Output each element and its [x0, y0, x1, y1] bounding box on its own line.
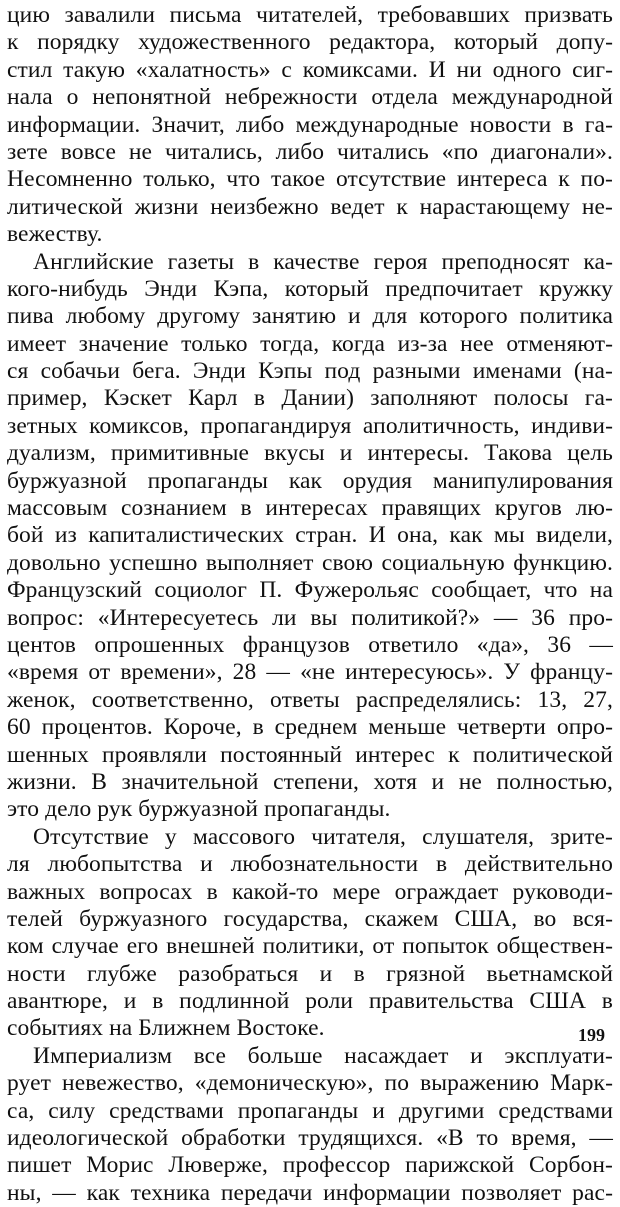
text-line: имеет значение только тогда, когда из-за нее отменяют-	[7, 330, 613, 357]
text-line: важных вопросах в какой-то мере ограждает руководи-	[7, 878, 613, 905]
text-line: ны, — как техника передачи информации позволяет рас-	[7, 1179, 613, 1206]
text-line: вежеству.	[7, 221, 103, 248]
text-line: авантюре, и в подлинной роли правительства США в	[7, 988, 613, 1015]
text-line: это дело рук буржуазной пропаганды.	[7, 796, 391, 823]
text-line: событиях на Ближнем Востоке.	[7, 1015, 325, 1042]
text-line: Английские газеты в качестве героя преподносят ка-	[33, 248, 613, 275]
page-number: 199	[578, 1025, 605, 1045]
text-line: идеологической обработки трудящихся. «В то время, —	[7, 1125, 613, 1152]
text-line: Французский социолог П. Фужерольяс сообщает, что на	[7, 577, 613, 604]
text-line: нала о непонятной небрежности отдела международной	[7, 84, 613, 111]
text-line: ности глубже разобраться и в грязной вьетнамской	[7, 960, 613, 987]
text-line: са, силу средствами пропаганды и другими средствами	[7, 1097, 613, 1124]
text-line: пишет Морис Люверже, профессор парижской Сорбон-	[7, 1152, 613, 1179]
text-line: кого-нибудь Энди Кэпа, который предпочитает кружку	[7, 275, 613, 302]
text-line: женок, соответственно, ответы распределялись: 13, 27,	[7, 686, 613, 713]
text-line: пива любому другому занятию и для которого политика	[7, 303, 613, 330]
text-line: литической жизни неизбежно ведет к нарастающему не-	[7, 193, 613, 220]
text-line: Несомненно только, что такое отсутствие интереса к по-	[7, 166, 613, 193]
text-line: центов опрошенных французов ответило «да», 36 —	[7, 631, 613, 658]
text-line: рует невежество, «демоническую», по выражению Марк-	[7, 1070, 613, 1097]
text-line: «время от времени», 28 — «не интересуюсь». У францу-	[7, 659, 613, 686]
text-line: шенных проявляли постоянный интерес к политической	[7, 741, 613, 768]
text-line: пример, Кэскет Карл в Дании) заполняют полосы га-	[7, 385, 613, 412]
text-line: жизни. В значительной степени, хотя и не полностью,	[7, 768, 613, 795]
text-line: цию завалили письма читателей, требовавших призвать	[7, 2, 613, 28]
text-line: стил такую «халатность» с комиксами. И ни одного сиг-	[7, 56, 613, 83]
body-text	[7, 2, 613, 1207]
text-line: массовым сознанием в интересах правящих кругов лю-	[7, 495, 613, 522]
text-line: бой из капиталистических стран. И она, как мы видели,	[7, 522, 613, 549]
text-line: к порядку художественного редактора, который допу-	[7, 29, 613, 56]
text-line: довольно успешно выполняет свою социальную функцию.	[7, 549, 613, 576]
text-line: 60 процентов. Короче, в среднем меньше четверти опро-	[7, 714, 613, 741]
text-line: ся собачьи бега. Энди Кэпы под разными именами (на-	[7, 358, 613, 385]
text-line: телей буржуазного государства, скажем США, во вся-	[7, 905, 613, 932]
text-line: буржуазной пропаганды как орудия манипулирования	[7, 467, 613, 494]
text-line: ля любопытства и любознательности в действительно	[7, 851, 613, 878]
text-line: ком случае его внешней политики, от попыток обществен-	[7, 933, 613, 960]
text-line: Империализм все больше насаждает и эксплуати-	[33, 1042, 613, 1069]
text-line: информации. Значит, либо международные новости в га-	[7, 111, 613, 138]
text-line: вопрос: «Интересуетесь ли вы политикой?» — 36 про-	[7, 604, 613, 631]
text-line: зетных комиксов, пропагандируя аполитичность, индиви-	[7, 412, 613, 439]
text-line: зете вовсе не читались, либо читались «по диагонали».	[7, 138, 613, 165]
text-line: дуализм, примитивные вкусы и интересы. Такова цель	[7, 440, 613, 467]
text-line: Отсутствие у массового читателя, слушателя, зрите-	[33, 823, 613, 850]
